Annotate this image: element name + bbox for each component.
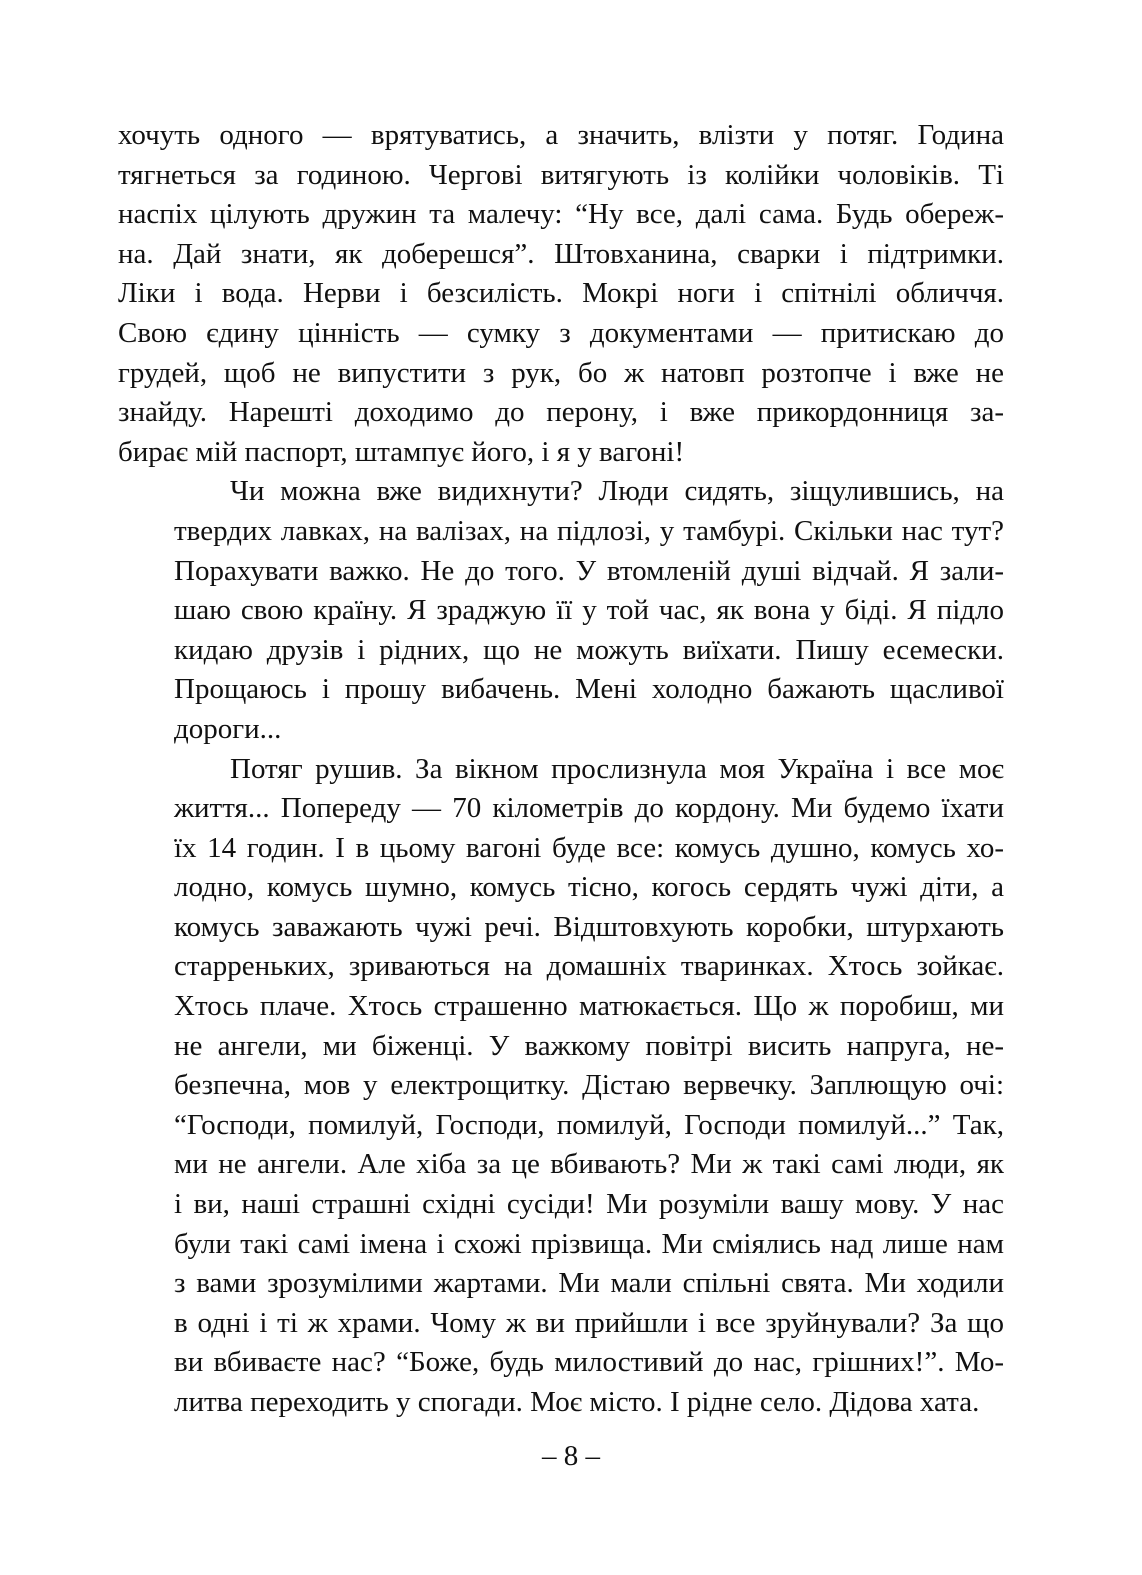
text-line: безпечна, мов у електрощитку. Дістаю вервечку. Заплющую очі:: [174, 1069, 1004, 1102]
text-line: знайду. Нарешті доходимо до перону, і вже прикордонниця за-: [118, 396, 1004, 429]
text-line: “Господи, помилуй, Господи, помилуй, Господи помилуй...” Так,: [174, 1108, 1004, 1141]
text-line: шаю свою країну. Я зраджую її у той час, як вона у біді. Я підло: [174, 594, 1004, 627]
text-line: на. Дай знати, як доберешся”. Штовханина, сварки і підтримки.: [118, 237, 1004, 270]
text-line: твердих лавках, на валізах, на підлозі, у тамбурі. Скільки нас тут?: [174, 514, 1004, 547]
text-line: їх 14 годин. І в цьому вагоні буде все: комусь душно, комусь хо-: [174, 831, 1004, 864]
text-line: тягнеться за годиною. Чергові витягують із колійки чоловіків. Ті: [118, 158, 1004, 191]
text-line: Хтось плаче. Хтось страшенно матюкається. Що ж поробиш, ми: [174, 990, 1004, 1023]
text-line: Порахувати важко. Не до того. У втомленій душі відчай. Я зали-: [174, 554, 1004, 587]
text-line: Потяг рушив. За вікном прослизнула моя Україна і все моє: [230, 752, 1004, 785]
text-line: хочуть одного — врятуватись, а значить, влізти у потяг. Година: [118, 119, 1004, 151]
text-line: дороги...: [174, 712, 282, 745]
text-line: ви вбиваєте нас? “Боже, будь милостивий до нас, грішних!”. Мо-: [174, 1346, 1004, 1379]
text-line: були такі самі імена і схожі прізвища. Ми сміялись над лише нам: [174, 1227, 1004, 1260]
text-line: старреньких, зриваються на домашніх тваринках. Хтось зойкає.: [174, 950, 1004, 983]
text-line: з вами зрозумілими жартами. Ми мали спільні свята. Ми ходили: [174, 1267, 1004, 1300]
text-line: литва переходить у спогади. Моє місто. І рідне село. Дідова хата.: [174, 1386, 980, 1418]
text-line: життя... Попереду — 70 кілометрів до кордону. Ми будемо їхати: [174, 792, 1004, 825]
text-line: не ангели, ми біженці. У важкому повітрі висить напруга, не-: [174, 1029, 1004, 1062]
paragraph: [118, 116, 1004, 472]
text-line: кидаю друзів і рідних, що не можуть виїхати. Пишу есемески.: [174, 633, 1004, 666]
text-line: і ви, наші страшні східні сусіди! Ми розуміли вашу мову. У нас: [174, 1188, 1004, 1221]
paragraph: [118, 750, 1004, 1423]
text-line: Свою єдину цінність — сумку з документами — притискаю до: [118, 316, 1004, 349]
text-line: наспіх цілують дружин та малечу: “Ну все, далі сама. Будь обереж-: [118, 198, 1004, 231]
page-body: [118, 116, 1004, 1423]
text-line: Ліки і вода. Нерви і безсилість. Мокрі ноги і спітнілі обличчя.: [118, 277, 1004, 310]
text-line: лодно, комусь шумно, комусь тісно, когось сердять чужі діти, а: [174, 871, 1004, 904]
text-line: комусь заважають чужі речі. Відштовхують коробки, штурхають: [174, 910, 1004, 943]
page-number: – 8 –: [542, 1440, 600, 1472]
text-line: бирає мій паспорт, штампує його, і я у вагоні!: [118, 435, 685, 468]
text-line: в одні і ті ж храми. Чому ж ви прийшли і все зруйнували? За що: [174, 1306, 1004, 1339]
paragraph: [118, 472, 1004, 749]
text-line: Прощаюсь і прошу вибачень. Мені холодно бажають щасливої: [174, 673, 1004, 706]
text-line: грудей, щоб не випустити з рук, бо ж натовп розтопче і вже не: [118, 356, 1004, 389]
text-line: ми не ангели. Але хіба за це вбивають? Ми ж такі самі люди, як: [174, 1148, 1004, 1181]
text-line: Чи можна вже видихнути? Люди сидять, зіщулившись, на: [230, 475, 1004, 508]
